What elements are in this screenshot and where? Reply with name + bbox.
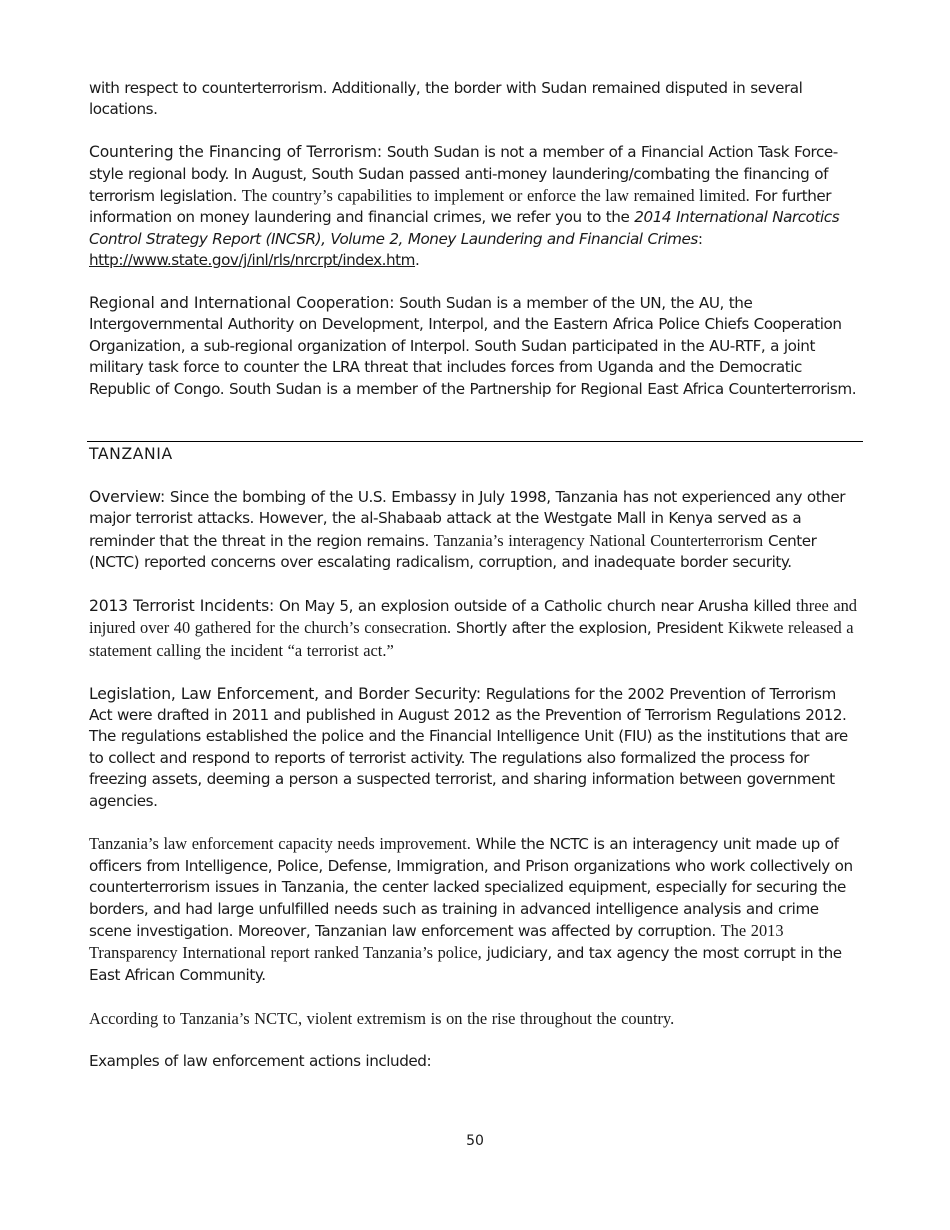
capacity-text-c: The 2013 Transparency International report ranked Tanzania’s police, (89, 921, 784, 963)
section-divider (87, 441, 863, 442)
overview-text-c: Center (NCTC) reported concerns over escalating radicalism, corruption, and inadequate border security. (89, 531, 817, 572)
south-sudan-continuation (89, 78, 862, 400)
cft-colon: : (697, 229, 703, 248)
overview-heading: Overview: (89, 488, 166, 506)
capacity-text-b: While the NCTC is an interagency unit made up of officers from Intelligence, Police, Defense, Immigration, and Prison organizations who work collectively on counterterrorism issues in Tanzania, the center lacked specialized equipment, especially for securing the borders, and had large unfulfilled needs such as training in advanced intelligence analysis and crime scene investigation. Moreover, Tanzanian law enforcement was affected by corruption. (89, 835, 853, 941)
incsr-report-title: 2014 International Narcotics Control Strategy Report (INCSR), Volume 2, Money Laundering and Financial Crimes (89, 208, 840, 248)
nctc-text: According to Tanzania’s NCTC, violent extremism is on the rise throughout the country. (89, 1008, 675, 1028)
page-number: 50 (466, 1133, 484, 1149)
cft-heading: Countering the Financing of Terrorism: (89, 143, 382, 162)
cft-text-c: For further information on money laundering and financial crimes, we refer you to the (89, 187, 832, 227)
legislation-paragraph (89, 684, 862, 812)
incidents-text-d: Kikwete released a statement calling the incident “a terrorist act.” (89, 618, 854, 660)
border-text: with respect to counterterrorism. Additionally, the border with Sudan remained disputed in several locations. (89, 79, 803, 119)
incidents-text-b: three and injured over 40 gathered for the church’s consecration. (89, 596, 858, 638)
tanzania-section (89, 487, 862, 1073)
nctc-paragraph (89, 1008, 862, 1030)
legislation-text: Regulations for the 2002 Prevention of Terrorism Act were drafted in 2011 and published in August 2012 as the Prevention of Terrorism Regulations 2012. The regulations established the police and the Financial Intelligence Unit (FIU) as the institutions that are to collect and respond to reports of terrorist activity. The regulations also formalized the process for freezing assets, deeming a person a suspected terrorist, and sharing information between government agencies. (89, 684, 848, 810)
overview-text-b: Tanzania’s interagency National Counterterrorism (433, 530, 764, 550)
capacity-paragraph (89, 833, 862, 986)
regional-cooperation-text: South Sudan is a member of the UN, the AU, the Intergovernmental Authority on Development, Interpol, and the Eastern Africa Police Chiefs Cooperation Organization, a sub-regional organization of Interpol. South Sudan participated in the AU-RTF, a joint military task force to counter the LRA threat that includes forces from Uganda and the Democratic Republic of Congo. South Sudan is a member of the Partnership for Regional East Africa Counterterrorism. (89, 294, 857, 398)
regional-cooperation-paragraph (89, 293, 862, 400)
country-title-tanzania: TANZANIA (89, 445, 173, 463)
capacity-text-a: Tanzania’s law enforcement capacity needs improvement. (89, 834, 471, 854)
overview-paragraph (89, 487, 862, 574)
cft-paragraph (89, 142, 862, 271)
capacity-text-d: judiciary, and tax agency the most corrupt in the East African Community. (89, 944, 842, 984)
regional-cooperation-heading: Regional and International Cooperation: (89, 294, 395, 313)
cft-text-b: The country’s capabilities to implement or enforce the law remained limited. (241, 186, 750, 206)
cft-text-a: South Sudan is not a member of a Financial Action Task Force-style regional body. In August, South Sudan passed anti-money laundering/combating the financing of terrorism legislation. (89, 143, 838, 206)
cft-end: . (415, 251, 420, 270)
border-paragraph (89, 78, 862, 121)
examples-text: Examples of law enforcement actions included: (89, 1052, 432, 1071)
overview-text-a: Since the bombing of the U.S. Embassy in July 1998, Tanzania has not experienced any other major terrorist attacks. However, the al-Shabaab attack at the Westgate Mall in Kenya served as a reminder that the threat in the region remains. (89, 488, 846, 550)
legislation-heading: Legislation, Law Enforcement, and Border Security: (89, 684, 481, 703)
examples-paragraph (89, 1051, 862, 1072)
incidents-text-c: Shortly after the explosion, President (451, 619, 728, 638)
incsr-link[interactable]: http://www.state.gov/j/inl/rls/nrcrpt/index.htm (89, 251, 416, 270)
incidents-paragraph (89, 595, 862, 662)
incidents-text-a: On May 5, an explosion outside of a Catholic church near Arusha killed (274, 597, 796, 616)
incidents-heading: 2013 Terrorist Incidents: (89, 597, 275, 616)
